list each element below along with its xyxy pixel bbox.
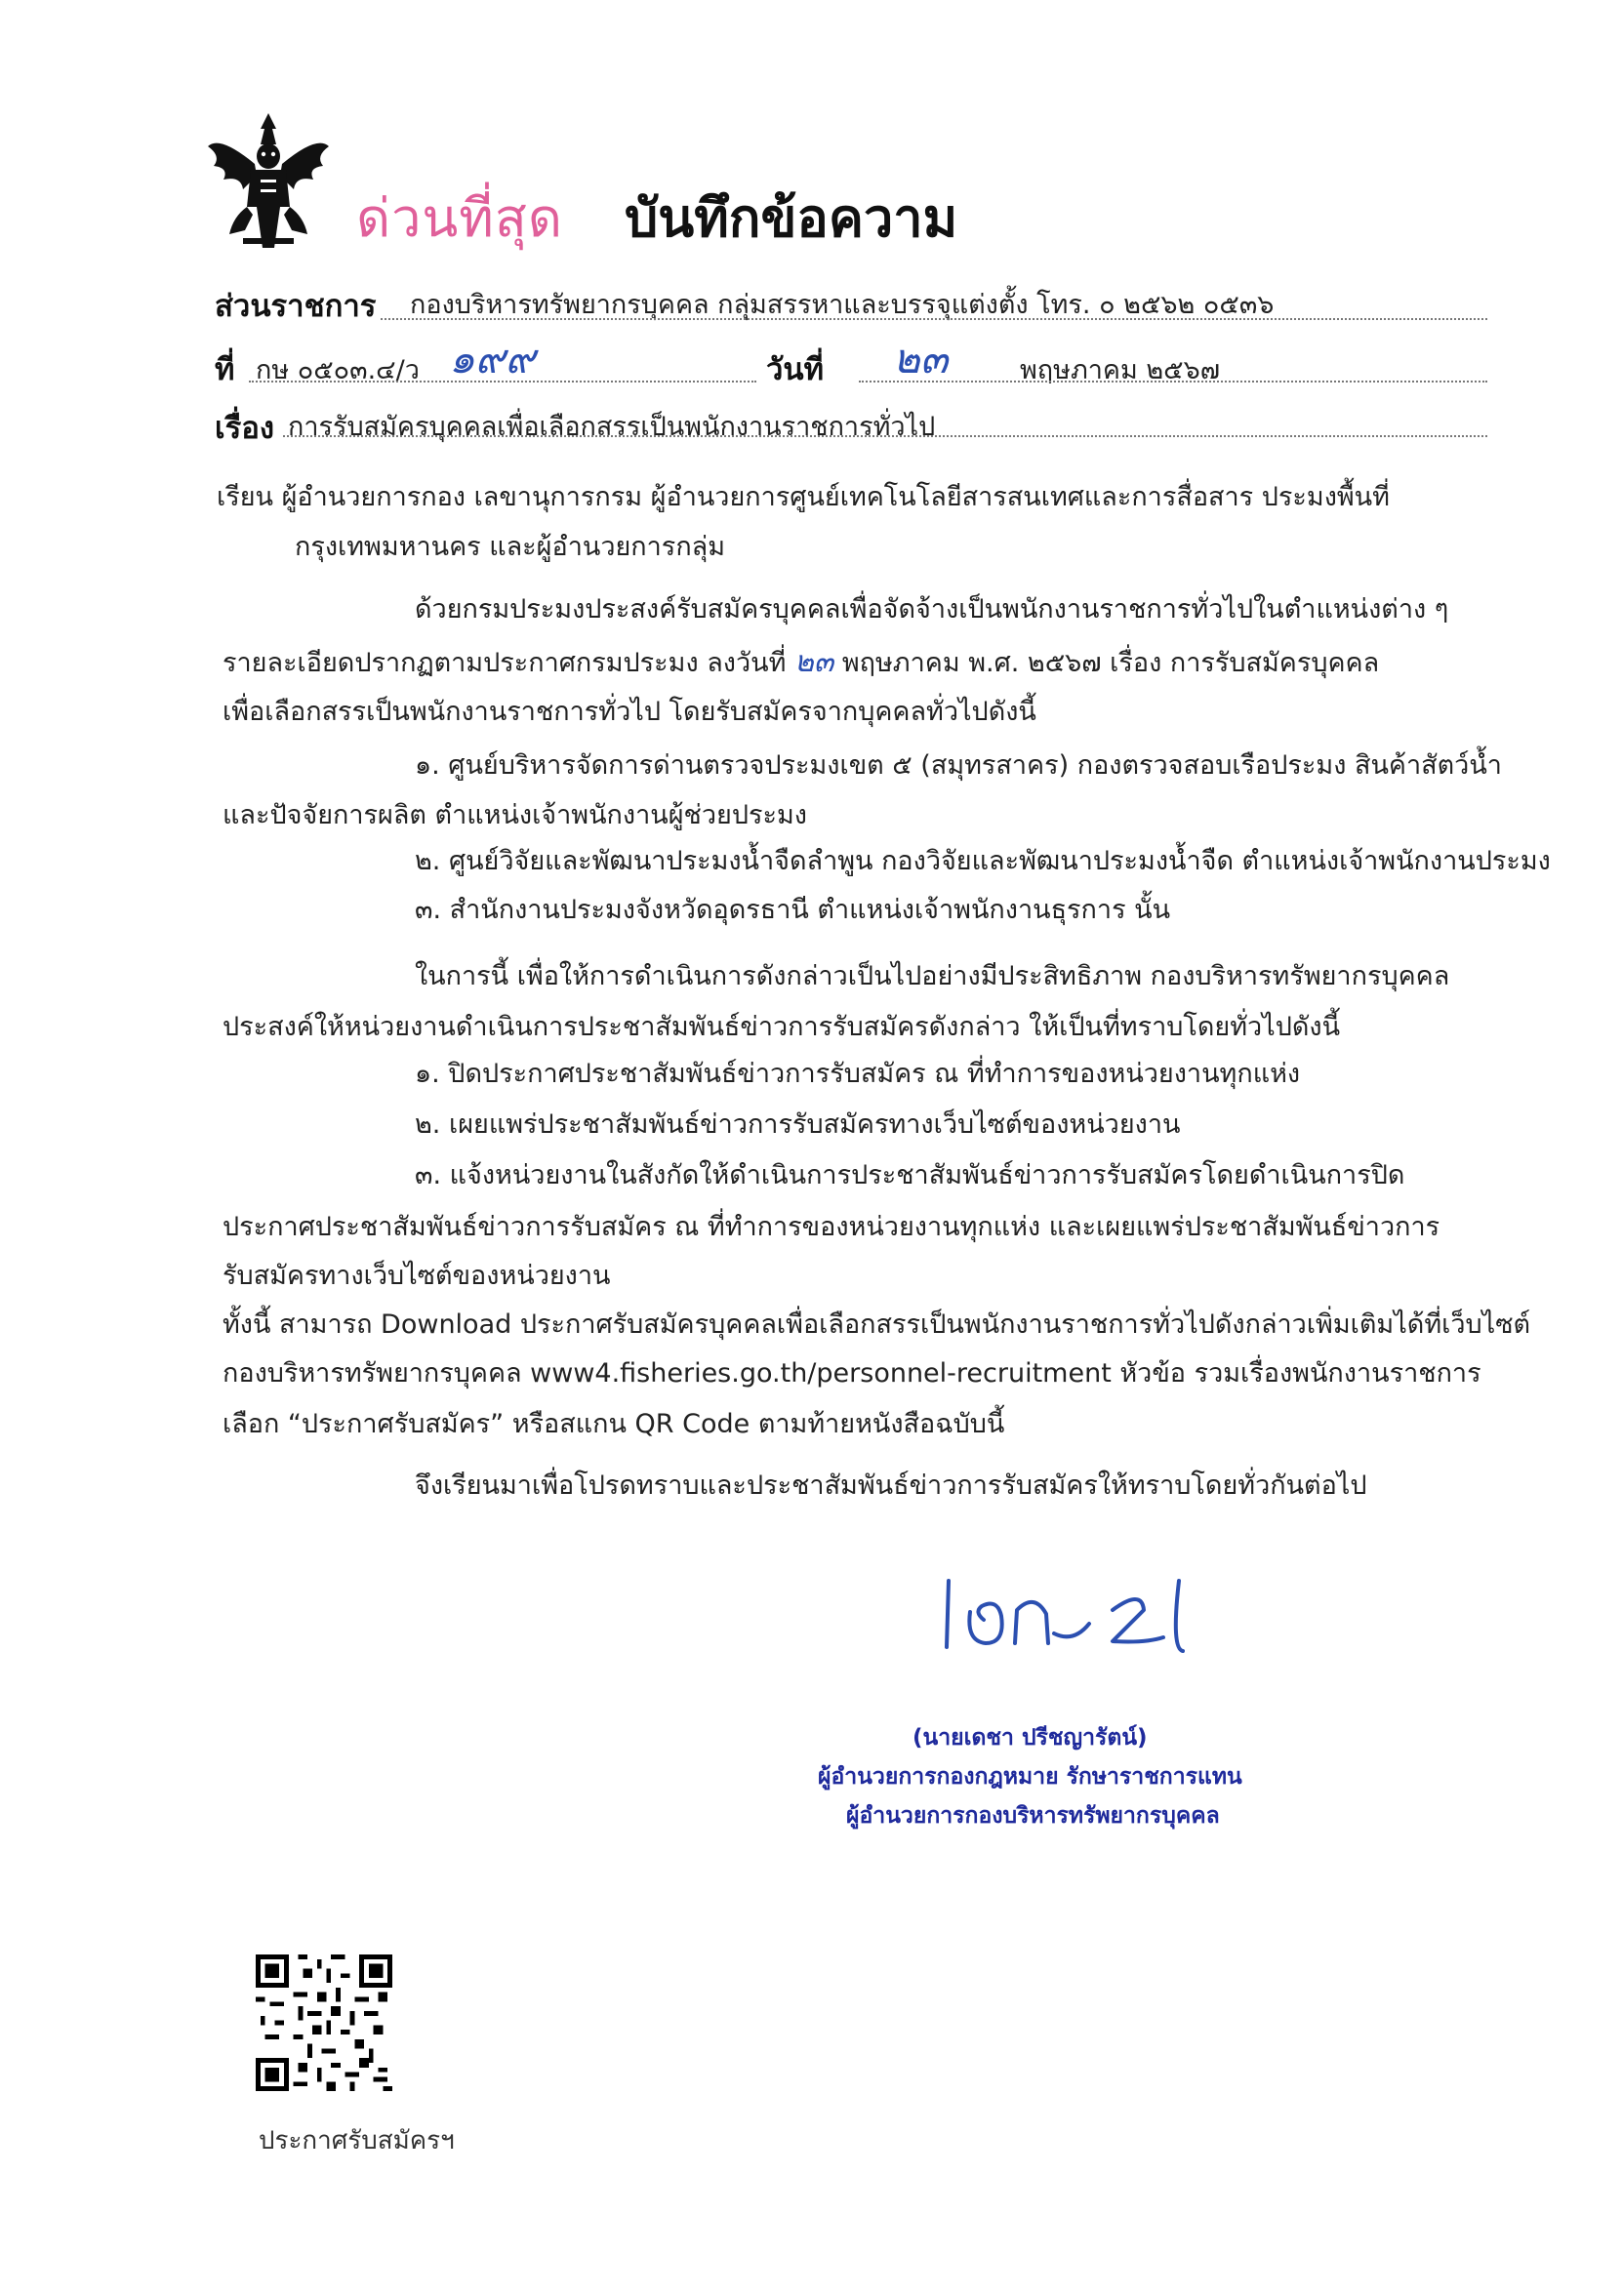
qr-code[interactable] — [256, 1954, 392, 2091]
qr-caption: ประกาศรับสมัครฯ — [259, 2126, 455, 2155]
paragraph-2-line-2: ประสงค์ให้หน่วยงานดำเนินการประชาสัมพันธ์ข่าวการรับสมัครดังกล่าว ให้เป็นที่ทราบโดยทั่วไปดังนี้ — [223, 1012, 1341, 1042]
ref-dotline — [249, 381, 756, 383]
garuda-emblem — [200, 105, 337, 252]
action-item-3-line-3: รับสมัครทางเว็บไซต์ของหน่วยงาน — [223, 1261, 611, 1291]
closing-line: จึงเรียนมาเพื่อโปรดทราบและประชาสัมพันธ์ข่าวการรับสมัครให้ทราบโดยทั่วกันต่อไป — [415, 1470, 1367, 1501]
paragraph-1-line-3: เพื่อเลือกสรรเป็นพนักงานราชการทั่วไป โดยรับสมัครจากบุคคลทั่วไปดังนี้ — [223, 697, 1036, 727]
position-item-3: ๓. สำนักงานประมงจังหวัดอุดรธานี ตำแหน่งเจ้าพนักงานธุรการ นั้น — [415, 895, 1171, 925]
action-item-3-line-2: ประกาศประชาสัมพันธ์ข่าวการรับสมัคร ณ ที่ทำการของหน่วยงานทุกแห่ง และเผยแพร่ประชาสัมพันธ์ข่าวการ — [223, 1212, 1440, 1242]
date-day-handwritten: ๒๓ — [893, 335, 949, 383]
addressee-line-2: กรุงเทพมหานคร และผู้อำนวยการกลุ่ม — [295, 532, 726, 562]
paragraph-1-line-2 — [223, 639, 1379, 685]
signer-position-line-2: ผู้อำนวยการกองบริหารทรัพยากรบุคคล — [846, 1803, 1220, 1829]
announcement-day-handwritten: ๒๓ — [793, 645, 834, 679]
ref-number-handwritten: ๑๙๙ — [449, 335, 536, 383]
paragraph-3-line-2: กองบริหารทรัพยากรบุคคล www4.fisheries.go.th/personnel-recruitment หัวข้อ รวมเรื่องพนักงานราชการ — [223, 1358, 1481, 1389]
agency-dotline — [381, 318, 1487, 320]
paragraph-1-line-1: ด้วยกรมประมงประสงค์รับสมัครบุคคลเพื่อจัดจ้างเป็นพนักงานราชการทั่วไปในตำแหน่งต่าง ๆ — [415, 594, 1449, 624]
paragraph-2-line-1: ในการนี้ เพื่อให้การดำเนินการดังกล่าวเป็นไปอย่างมีประสิทธิภาพ กองบริหารทรัพยากรบุคคล — [415, 961, 1450, 991]
ref-label: ที่ — [215, 352, 235, 387]
handwritten-signature — [937, 1542, 1230, 1659]
position-item-1-line-1: ๑. ศูนย์บริหารจัดการด่านตรวจประมงเขต ๕ (สมุทรสาคร) กองตรวจสอบเรือประมง สินค้าสัตว์น้ำ — [415, 750, 1502, 781]
action-item-2: ๒. เผยแพร่ประชาสัมพันธ์ข่าวการรับสมัครทางเว็บไซต์ของหน่วยงาน — [415, 1109, 1181, 1140]
addressee-line-1: เรียน ผู้อำนวยการกอง เลขานุการกรม ผู้อำนวยการศูนย์เทคโนโลยีสารสนเทศและการสื่อสาร ประมงพื้นที่ — [217, 482, 1390, 512]
signer-position-line-1: ผู้อำนวยการกองกฎหมาย รักษาราชการแทน — [818, 1764, 1242, 1790]
date-month-year: พฤษภาคม ๒๕๖๗ — [1020, 355, 1221, 385]
subject-dotline — [283, 435, 1487, 437]
date-label: วันที่ — [766, 352, 825, 387]
position-item-2: ๒. ศูนย์วิจัยและพัฒนาประมงน้ำจืดลำพูน กองวิจัยและพัฒนาประมงน้ำจืด ตำแหน่งเจ้าพนักงานประมง — [415, 846, 1551, 876]
subject-label: เรื่อง — [215, 411, 275, 446]
action-item-1: ๑. ปิดประกาศประชาสัมพันธ์ข่าวการรับสมัคร ณ ที่ทำการของหน่วยงานทุกแห่ง — [415, 1059, 1301, 1089]
signer-name: (นายเดชา ปรีชญารัตน์) — [912, 1725, 1148, 1751]
paragraph-3-line-1: ทั้งนี้ สามารถ Download ประกาศรับสมัครบุคคลเพื่อเลือกสรรเป็นพนักงานราชการทั่วไปดังกล่าวเพิ่มเติมได้ที่เว็บไซต์ — [223, 1309, 1531, 1340]
subject-value: การรับสมัครบุคคลเพื่อเลือกสรรเป็นพนักงานราชการทั่วไป — [288, 412, 936, 442]
memo-title: บันทึกข้อความ — [625, 187, 958, 249]
agency-value: กองบริหารทรัพยากรบุคคล กลุ่มสรรหาและบรรจุแต่งตั้ง โทร. ๐ ๒๕๖๒ ๐๕๓๖ — [410, 290, 1275, 320]
ref-prefix: กษ ๐๕๐๓.๔/ว — [256, 355, 420, 385]
paragraph-1-line-2-start: รายละเอียดปรากฏตามประกาศกรมประมง ลงวันที่ — [223, 648, 794, 678]
urgency-label: ด่วนที่สุด — [356, 187, 563, 249]
position-item-1-line-2: และปัจจัยการผลิต ตำแหน่งเจ้าพนักงานผู้ช่วยประมง — [223, 800, 807, 830]
action-item-3-line-1: ๓. แจ้งหน่วยงานในสังกัดให้ดำเนินการประชาสัมพันธ์ข่าวการรับสมัครโดยดำเนินการปิด — [415, 1160, 1405, 1190]
agency-label: ส่วนราชการ — [215, 289, 377, 324]
paragraph-3-line-3: เลือก “ประกาศรับสมัคร” หรือสแกน QR Code ตามท้ายหนังสือฉบับนี้ — [223, 1409, 1005, 1439]
date-dotline — [859, 381, 1487, 383]
paragraph-1-line-2-end: พฤษภาคม พ.ศ. ๒๕๖๗ เรื่อง การรับสมัครบุคคล — [833, 648, 1380, 678]
